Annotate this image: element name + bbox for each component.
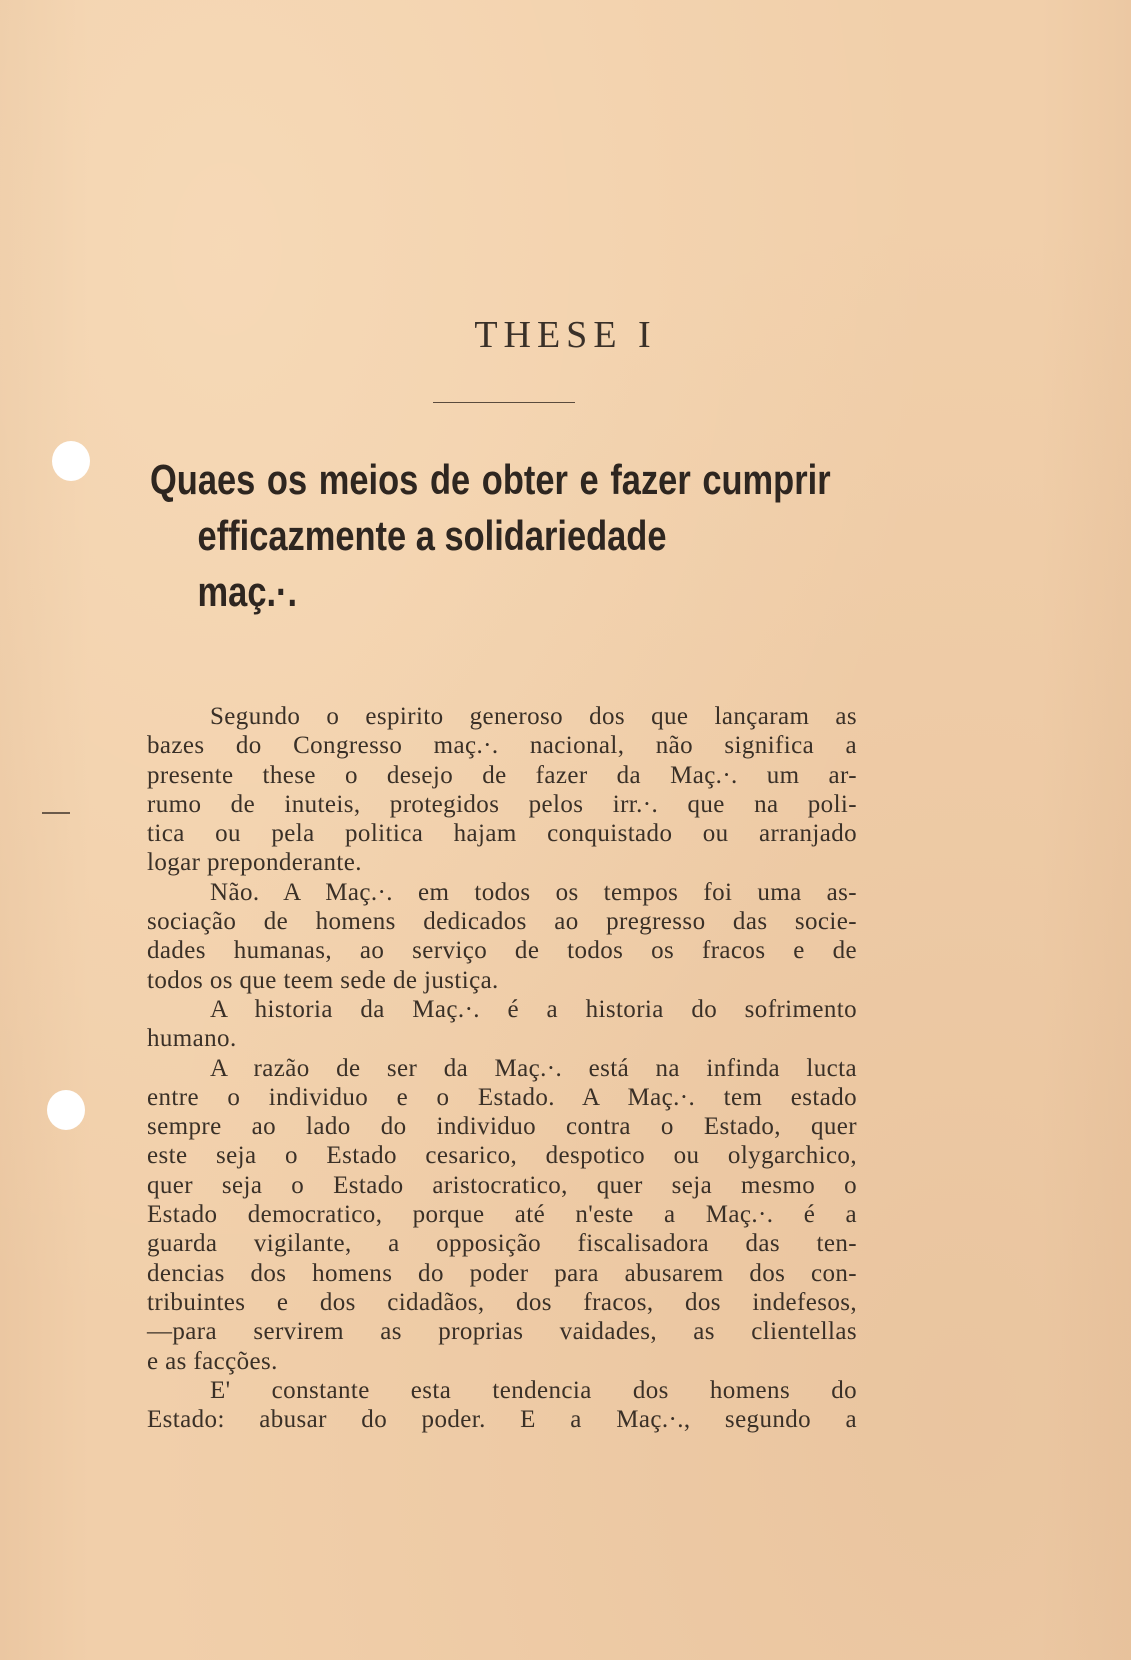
body-line: presente these o desejo de fazer da Maç.·. um ar- [147,761,857,789]
thesis-question [150,452,831,620]
body-line: —para servirem as proprias vaidades, as clientellas [147,1318,857,1346]
body-line: A razão de ser da Maç.·. está na infinda lucta [210,1054,857,1082]
binding-hole-bottom [47,1090,85,1130]
body-line: dencias dos homens do poder para abusarem dos con- [147,1259,857,1287]
body-line: entre o individuo e o Estado. A Maç.·. tem estado [147,1083,857,1111]
body-line: humano. [147,1025,237,1053]
body-text [147,702,857,1434]
body-line: todos os que teem sede de justiça. [147,966,499,994]
body-line: quer seja o Estado aristocratico, quer seja mesmo o [147,1171,857,1199]
title-divider [433,402,575,403]
body-line: A historia da Maç.·. é a historia do sofrimento [210,995,857,1023]
thesis-question-line-2: efficazmente a solidariedade maç.·. [197,512,667,615]
body-line: Estado: abusar do poder. E a Maç.·., segundo a [147,1406,857,1434]
body-line: guarda vigilante, a opposição fiscalisadora das ten- [147,1230,857,1258]
body-line: dades humanas, ao serviço de todos os fracos e de [147,937,857,965]
body-line: bazes do Congresso maç.·. nacional, não significa a [147,732,857,760]
body-line: Não. A Maç.·. em todos os tempos foi uma as- [210,878,857,906]
thesis-title: THESE I [474,314,657,356]
margin-mark [42,812,70,814]
body-line: logar preponderante. [147,849,362,877]
binding-hole-top [52,441,90,481]
body-line: Segundo o espirito generoso dos que lançaram as [210,703,857,730]
body-line: sempre ao lado do individuo contra o Estado, quer [147,1113,857,1141]
thesis-question-line-1: Quaes os meios de obter e fazer cumprir [150,456,831,503]
body-line: e as facções. [147,1347,278,1375]
body-line: tribuintes e dos cidadãos, dos fracos, dos indefesos, [147,1288,857,1316]
body-line: tica ou pela politica hajam conquistado ou arranjado [147,820,857,848]
body-line: sociação de homens dedicados ao pregresso das socie- [147,908,857,936]
body-line: este seja o Estado cesarico, despotico ou olygarchico, [147,1142,857,1170]
body-line: E' constante esta tendencia dos homens do [210,1376,857,1404]
body-line: rumo de inuteis, protegidos pelos irr.·. que na poli- [147,790,857,818]
body-line: Estado democratico, porque até n'este a Maç.·. é a [147,1201,857,1229]
